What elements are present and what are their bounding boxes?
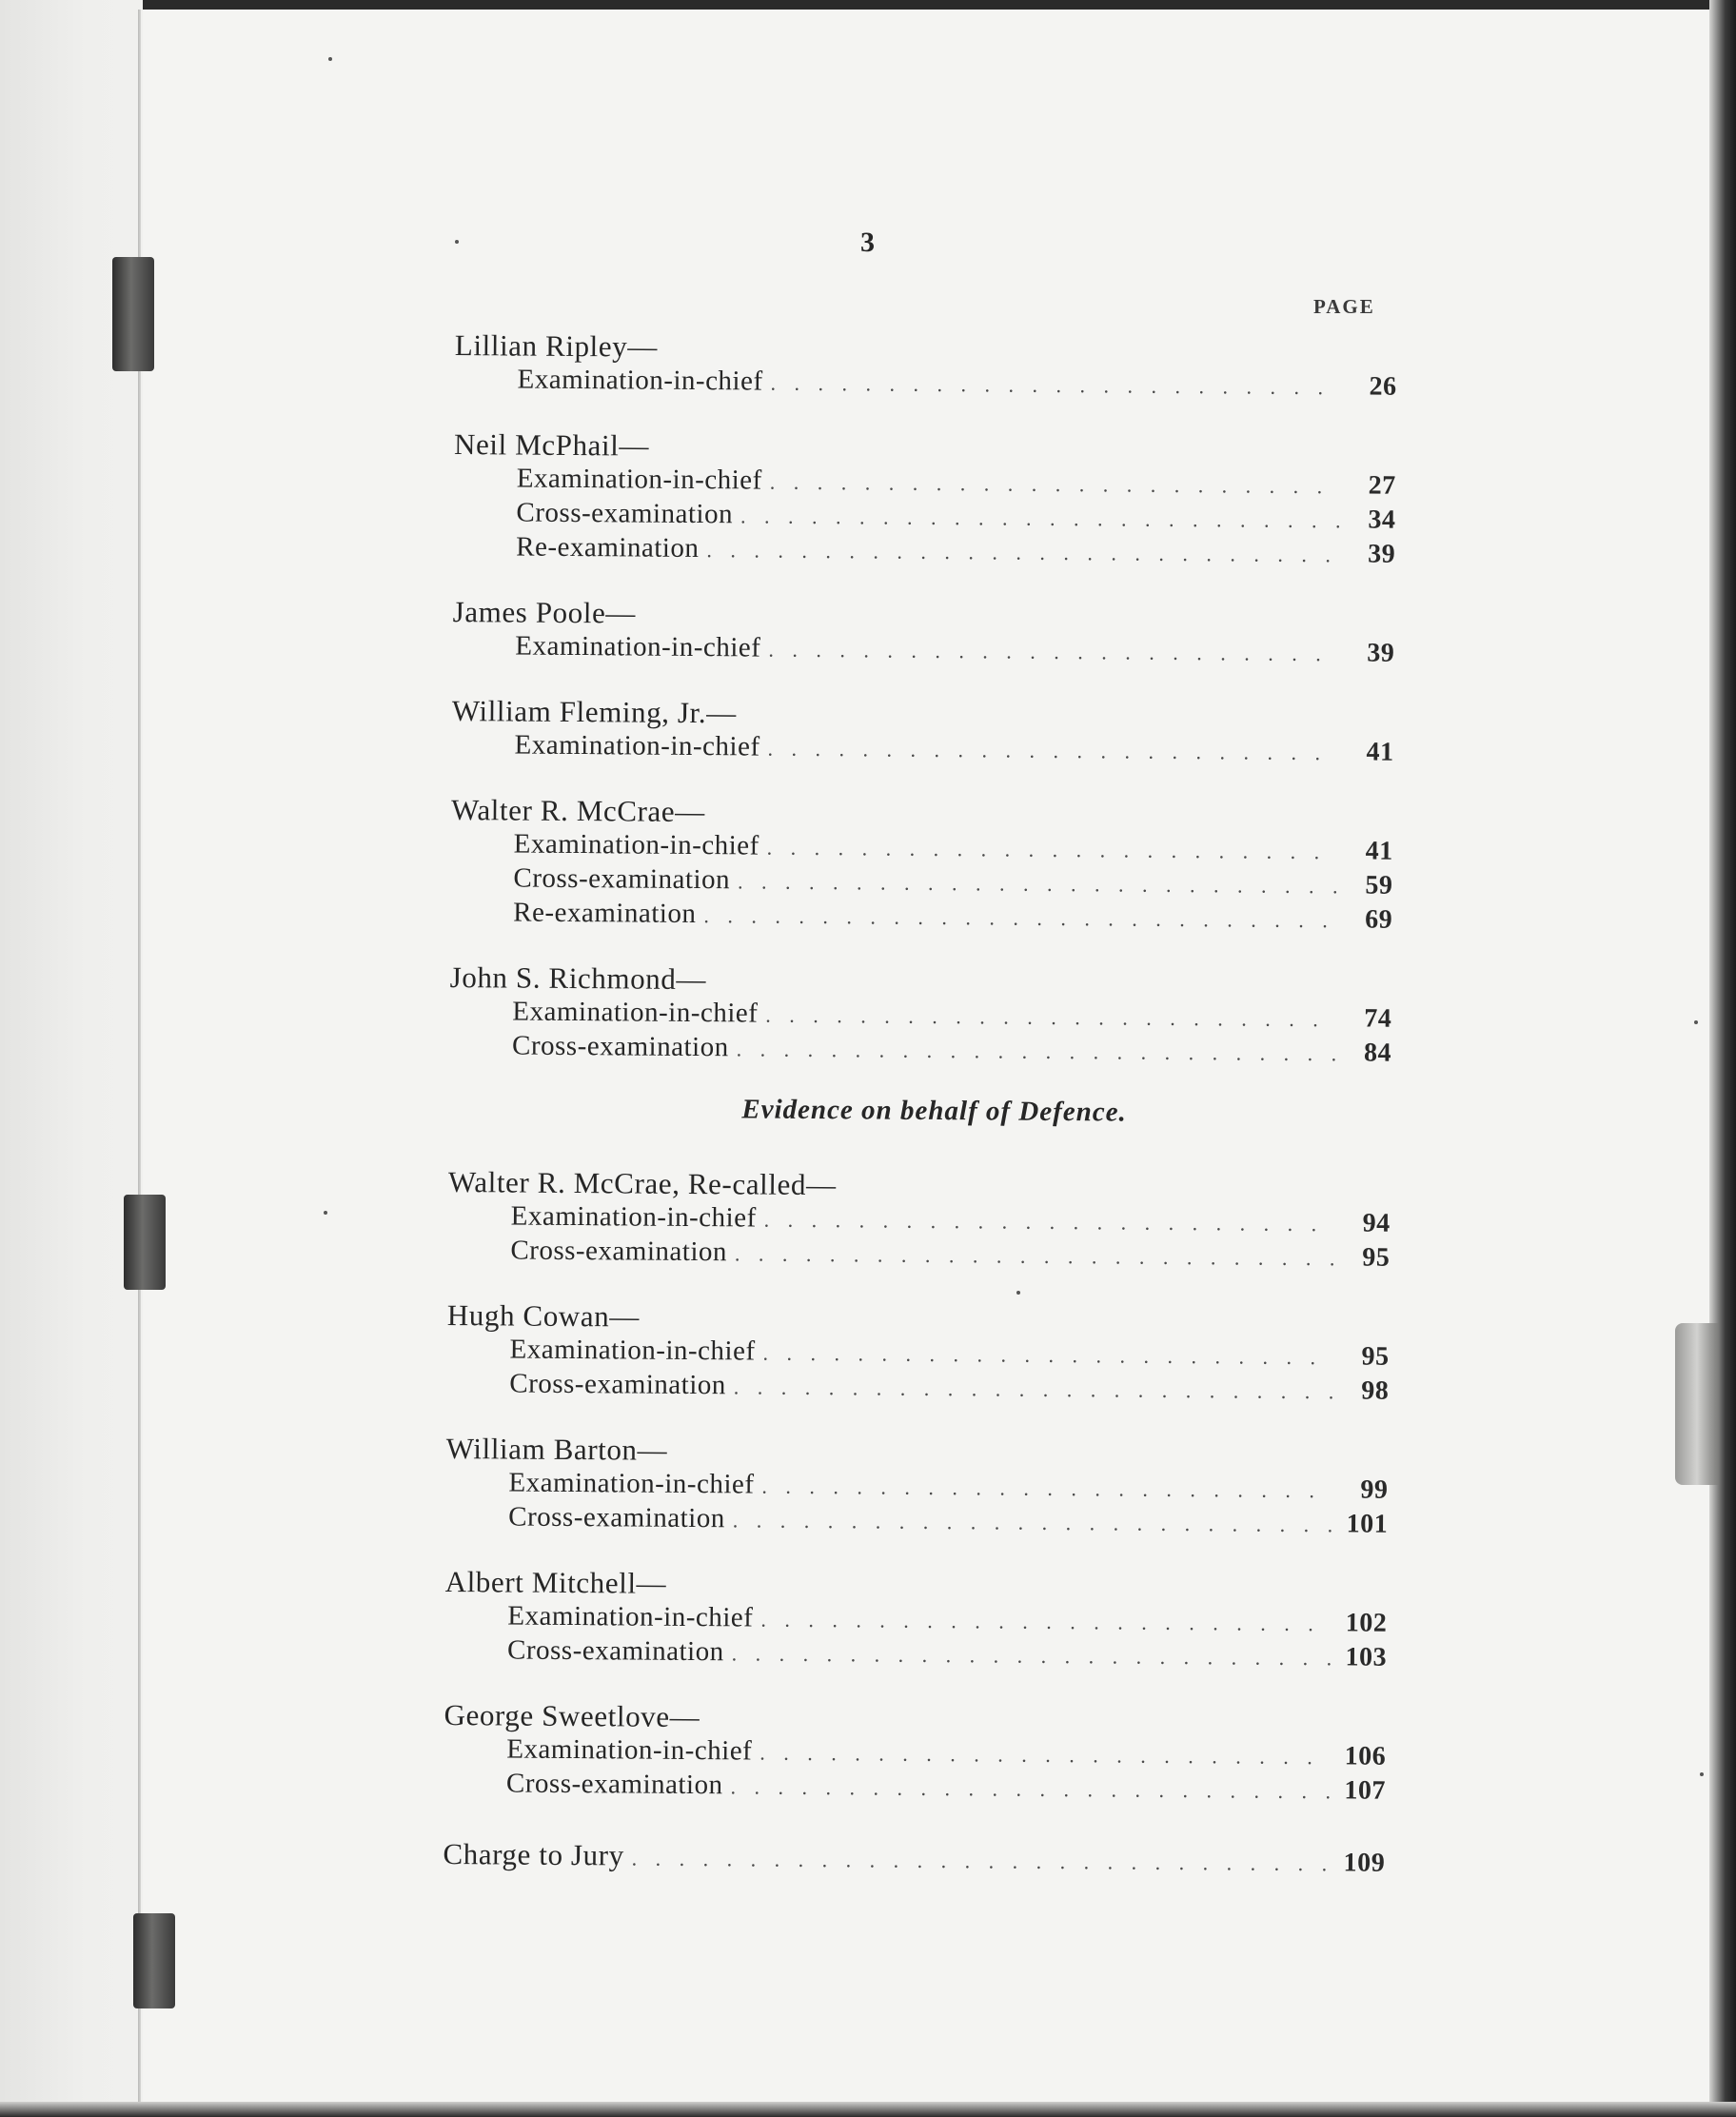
witness-name: William Fleming, Jr.— (451, 693, 737, 730)
witness-name: George Sweetlove— (444, 1697, 700, 1734)
witness-name: William Barton— (445, 1431, 668, 1467)
witness-group (452, 595, 1395, 671)
scan-speck (1700, 1772, 1704, 1776)
entry-label: Cross-examination (511, 1030, 729, 1063)
entry-label: Cross-examination (513, 862, 731, 896)
witness-name: Lillian Ripley— (454, 328, 659, 364)
dot-leader (765, 999, 1336, 1037)
witness-group (445, 1432, 1389, 1542)
entry-label: Cross-examination (509, 1368, 726, 1401)
witness-name: James Poole— (452, 594, 637, 630)
dot-leader (735, 1237, 1335, 1275)
page-reference: 106 (1344, 1741, 1387, 1771)
entry-label: Examination-in-chief (512, 996, 759, 1029)
dot-leader (706, 534, 1340, 571)
page-reference: 103 (1345, 1642, 1388, 1672)
dot-leader (770, 367, 1341, 405)
page-reference: 27 (1368, 470, 1396, 501)
toc-entry (454, 363, 1396, 405)
witness-name: Walter R. McCrae— (450, 792, 705, 829)
dot-leader (730, 1771, 1331, 1808)
witness-group (450, 793, 1393, 938)
entry-label: Cross-examination (516, 497, 734, 530)
table-of-contents (443, 328, 1397, 1882)
witness-name: Albert Mitchell— (444, 1564, 667, 1600)
page-reference: 41 (1366, 737, 1394, 767)
entry-label: Examination-in-chief (513, 828, 760, 861)
dot-leader (760, 1604, 1332, 1641)
page-reference: 26 (1369, 371, 1397, 402)
binding-staple-top (112, 257, 154, 371)
page-reference: 74 (1364, 1003, 1392, 1034)
page-reference: 84 (1363, 1038, 1392, 1068)
dot-leader (764, 1204, 1335, 1241)
page-reference: 102 (1345, 1608, 1388, 1638)
entry-label: Cross-examination (508, 1501, 725, 1534)
section-heading-defence: Evidence on behalf of Defence. (741, 1094, 1127, 1128)
right-page-edge (1709, 0, 1736, 2117)
page-reference: 95 (1362, 1242, 1391, 1273)
dot-leader (762, 1337, 1333, 1375)
witness-name: Neil McPhail— (453, 426, 650, 463)
entry-label: Charge to Jury (443, 1836, 624, 1872)
witness-group (451, 694, 1394, 770)
dot-leader (703, 900, 1337, 937)
witness-group (446, 1298, 1390, 1409)
page-reference: 34 (1368, 505, 1396, 535)
witness-group (449, 960, 1392, 1071)
dot-leader (768, 634, 1339, 671)
page-reference: 107 (1344, 1775, 1387, 1806)
bottom-page-edge (0, 2102, 1736, 2117)
page-reference: 99 (1360, 1474, 1389, 1505)
dot-leader (770, 466, 1341, 504)
page-reference: 109 (1343, 1848, 1386, 1878)
page-reference: 101 (1346, 1509, 1389, 1539)
dot-leader (732, 1637, 1332, 1674)
dot-leader (760, 1737, 1331, 1774)
entry-label: Re-examination (516, 531, 700, 564)
witness-group (453, 427, 1396, 572)
entry-label: Examination-in-chief (507, 1600, 754, 1633)
dot-leader (767, 733, 1338, 770)
edge-clip (1675, 1323, 1719, 1485)
entry-label: Examination-in-chief (514, 729, 760, 762)
page-reference: 39 (1367, 638, 1395, 668)
entry-label: Examination-in-chief (506, 1733, 753, 1767)
entry-label: Cross-examination (506, 1634, 724, 1668)
entry-label: Cross-examination (505, 1768, 723, 1801)
scan-speck (328, 57, 332, 61)
entry-label: Examination-in-chief (515, 630, 761, 663)
dot-leader (733, 1504, 1333, 1541)
witness-group (454, 328, 1397, 405)
dot-leader (738, 865, 1338, 902)
page-reference: 59 (1365, 870, 1393, 900)
page-reference: 95 (1361, 1341, 1390, 1372)
binding-staple-bottom (133, 1913, 175, 2008)
scan-speck (1694, 1020, 1698, 1024)
page-reference: 69 (1365, 904, 1393, 935)
witness-group (444, 1698, 1387, 1809)
entry-label: Examination-in-chief (509, 1334, 756, 1367)
entry-label: Cross-examination (510, 1235, 728, 1268)
dot-leader (740, 500, 1341, 537)
charge-to-jury-entry (443, 1837, 1385, 1882)
witness-name: Walter R. McCrae, Re-called— (447, 1164, 837, 1202)
dot-leader (761, 1471, 1332, 1508)
entry-label: Examination-in-chief (510, 1200, 757, 1234)
page-reference: 94 (1362, 1208, 1391, 1238)
toc-entry (452, 629, 1394, 671)
dot-leader (632, 1842, 1331, 1882)
witness-name: John S. Richmond— (449, 960, 707, 997)
page-reference: 41 (1365, 836, 1393, 866)
page-number: 3 (860, 227, 876, 258)
scan-speck (324, 1211, 327, 1215)
binding-staple-middle (124, 1195, 166, 1290)
witness-group (447, 1165, 1391, 1276)
dot-leader (734, 1371, 1334, 1408)
toc-entry (451, 728, 1393, 770)
entry-label: Examination-in-chief (516, 463, 762, 496)
entry-label: Examination-in-chief (517, 364, 763, 397)
page-reference: 98 (1361, 1375, 1390, 1406)
dot-leader (737, 1033, 1337, 1070)
entry-label: Examination-in-chief (508, 1467, 755, 1500)
witness-group (444, 1565, 1388, 1675)
dot-leader (767, 832, 1338, 869)
witness-name: Hugh Cowan— (446, 1297, 641, 1334)
entry-label: Re-examination (513, 897, 697, 930)
page-reference: 39 (1368, 539, 1396, 569)
page-column-heading: PAGE (1313, 295, 1375, 318)
